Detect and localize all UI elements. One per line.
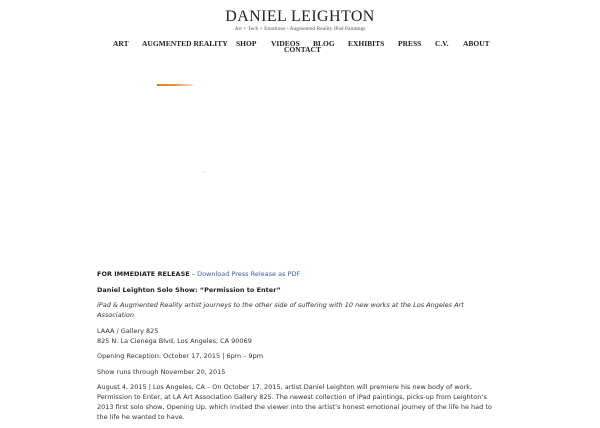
release-headline: Daniel Leighton Solo Show: “Permission to Enter” (97, 285, 281, 294)
nav-item-press[interactable]: PRESS (398, 39, 422, 48)
nav-item-contact[interactable]: CONTACT (284, 45, 321, 54)
download-pdf-link[interactable]: Download Press Release as PDF (197, 270, 301, 278)
release-label: FOR IMMEDIATE RELEASE (97, 270, 190, 278)
venue-address: 825 N. La Cienega Blvd, Los Angeles, CA 90069 (97, 336, 252, 345)
nav-item-augmented-reality[interactable]: AUGMENTED REALITY (142, 39, 228, 48)
nav-item-shop[interactable]: SHOP (236, 39, 257, 48)
image-fragment (204, 171, 205, 173)
show-run-dates: Show runs through November 20, 2015 (97, 367, 226, 376)
release-body: August 4, 2015 | Los Angeles, CA – On October 17, 2015, artist Daniel Leighton will premiere his new body of work, Permission to Enter, at LA Art Association Gallery 825. The newest collection of iPad paintings, picks-up from Leighton’s 2013 first solo show, Opening Up, which invited the viewer into the artist’s honest emotional journey of the life he had to the life he wanted to have. (97, 383, 492, 421)
press-release-content (97, 269, 497, 428)
release-separator: – (189, 270, 198, 278)
opening-reception: Opening Reception: October 17, 2015 | 6pm – 9pm (97, 352, 264, 360)
site-tagline: Art + Tech + Emotions - Augmented Reality iPad Paintings (234, 26, 366, 32)
nav-item-videos[interactable]: VIDEOS (271, 39, 300, 48)
nav-item-exhibits[interactable]: EXHIBITS (348, 39, 385, 48)
site-title[interactable]: DANIEL LEIGHTON (225, 8, 375, 25)
nav-item-blog[interactable]: BLOG (313, 39, 335, 48)
release-venue (97, 326, 497, 346)
release-intro (97, 269, 497, 279)
venue-name: LAAA / Gallery 825 (97, 326, 159, 335)
hero-image-strip (157, 84, 193, 86)
nav-item-art[interactable]: ART (113, 39, 129, 48)
nav-item-about[interactable]: ABOUT (463, 39, 490, 48)
release-subheading: iPad & Augmented Reality artist journeys to the other side of suffering with 10 new works at the Los Angeles Art Association (97, 301, 464, 319)
nav-item-cv[interactable]: C.V. (435, 39, 449, 48)
